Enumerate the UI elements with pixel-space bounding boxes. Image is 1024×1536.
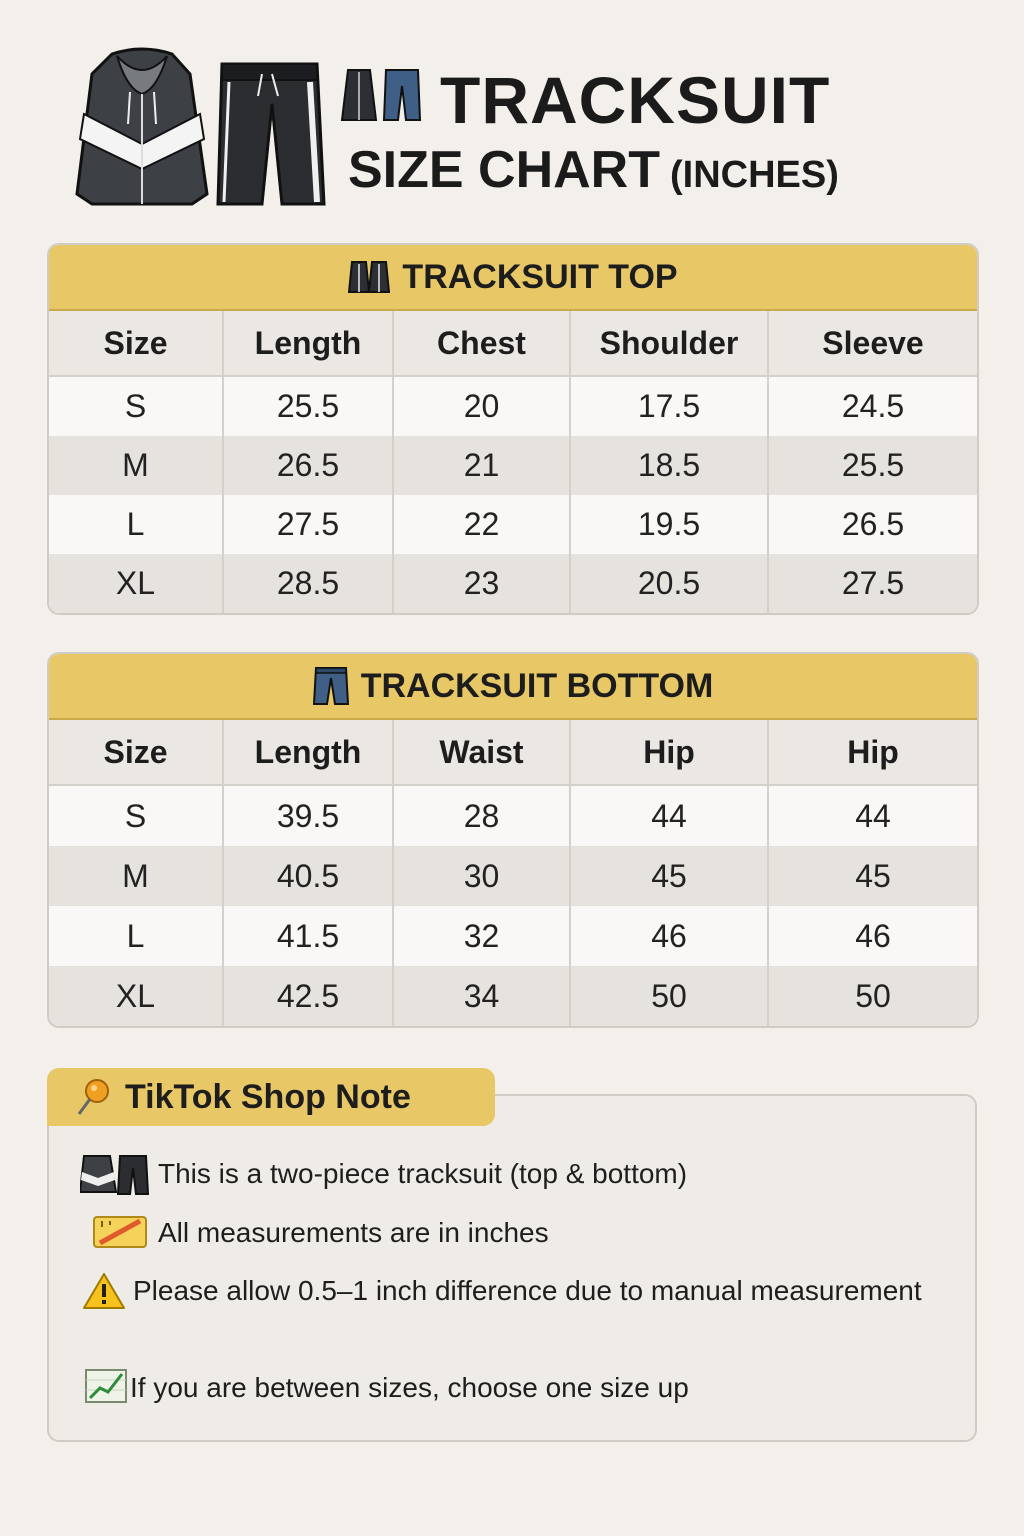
note-item-two-piece: This is a two-piece tracksuit (top & bottom) <box>158 1158 688 1189</box>
column-header: Waist <box>393 720 570 785</box>
table-cell: 50 <box>570 966 768 1026</box>
table-cell: 46 <box>768 906 977 966</box>
column-header: Chest <box>393 311 570 376</box>
table-cell: M <box>49 436 223 495</box>
note-item-size-up: If you are between sizes, choose one size up <box>130 1372 689 1403</box>
table-cell: 45 <box>768 846 977 906</box>
top-table-title: TRACKSUIT TOP <box>402 257 678 296</box>
table-cell: XL <box>49 966 223 1026</box>
warning-icon <box>82 1272 126 1310</box>
bottom-table-title: TRACKSUIT BOTTOM <box>360 666 714 705</box>
table-header-row <box>49 311 977 376</box>
table-cell: 20 <box>393 376 570 436</box>
jacket-and-jeans-icon <box>340 66 422 124</box>
table-cell: 39.5 <box>223 785 393 846</box>
table-cell: 24.5 <box>768 376 977 436</box>
table-row <box>49 906 977 966</box>
pushpin-icon <box>75 1077 115 1117</box>
table-cell: 50 <box>768 966 977 1026</box>
table-cell: 28.5 <box>223 554 393 613</box>
table-row <box>49 966 977 1026</box>
top-table <box>49 311 977 613</box>
column-header: Size <box>49 720 223 785</box>
table-cell: 45 <box>570 846 768 906</box>
note-item-inches: All measurements are in inches <box>158 1217 549 1248</box>
column-header: Size <box>49 311 223 376</box>
column-header: Hip <box>570 720 768 785</box>
jacket-icon <box>348 260 390 294</box>
table-row <box>49 376 977 436</box>
note-title: TikTok Shop Note <box>125 1077 411 1116</box>
table-cell: 34 <box>393 966 570 1026</box>
table-row <box>49 495 977 554</box>
table-cell: 25.5 <box>223 376 393 436</box>
table-cell: 44 <box>768 785 977 846</box>
table-cell: 44 <box>570 785 768 846</box>
table-cell: S <box>49 376 223 436</box>
tracksuit-icon <box>80 1152 150 1196</box>
table-cell: L <box>49 495 223 554</box>
note-item-difference: Please allow 0.5–1 inch difference due to manual measurement <box>133 1275 922 1306</box>
table-cell: 30 <box>393 846 570 906</box>
table-row <box>49 436 977 495</box>
unit-label: (INCHES) <box>670 154 839 196</box>
table-header-row <box>49 720 977 785</box>
column-header: Hip <box>768 720 977 785</box>
table-cell: 23 <box>393 554 570 613</box>
column-header: Sleeve <box>768 311 977 376</box>
table-cell: XL <box>49 554 223 613</box>
table-row <box>49 846 977 906</box>
table-cell: 22 <box>393 495 570 554</box>
table-cell: 40.5 <box>223 846 393 906</box>
column-header: Length <box>223 311 393 376</box>
table-row <box>49 554 977 613</box>
table-cell: 42.5 <box>223 966 393 1026</box>
chart-up-icon <box>84 1368 128 1404</box>
column-header: Shoulder <box>570 311 768 376</box>
table-cell: 32 <box>393 906 570 966</box>
table-cell: 25.5 <box>768 436 977 495</box>
page-title: TRACKSUIT <box>440 63 831 137</box>
table-cell: 21 <box>393 436 570 495</box>
ruler-icon <box>92 1213 148 1251</box>
top-size-table <box>47 243 979 615</box>
table-cell: 41.5 <box>223 906 393 966</box>
bottom-table-header <box>49 654 977 720</box>
table-cell: 46 <box>570 906 768 966</box>
bottom-table <box>49 720 977 1026</box>
table-cell: 27.5 <box>768 554 977 613</box>
table-cell: 19.5 <box>570 495 768 554</box>
table-cell: 26.5 <box>768 495 977 554</box>
page-header <box>0 0 1024 230</box>
jeans-icon <box>313 666 349 706</box>
table-cell: 17.5 <box>570 376 768 436</box>
top-table-header <box>49 245 977 311</box>
table-cell: 20.5 <box>570 554 768 613</box>
hoodie-and-pants-illustration <box>72 44 332 209</box>
page-subtitle <box>348 140 839 200</box>
note-header <box>47 1068 495 1126</box>
table-cell: 18.5 <box>570 436 768 495</box>
column-header: Length <box>223 720 393 785</box>
table-cell: L <box>49 906 223 966</box>
bottom-size-table <box>47 652 979 1028</box>
table-row <box>49 785 977 846</box>
table-cell: M <box>49 846 223 906</box>
table-cell: 28 <box>393 785 570 846</box>
table-cell: S <box>49 785 223 846</box>
table-cell: 26.5 <box>223 436 393 495</box>
subtitle-text: SIZE CHART <box>348 141 660 199</box>
table-cell: 27.5 <box>223 495 393 554</box>
